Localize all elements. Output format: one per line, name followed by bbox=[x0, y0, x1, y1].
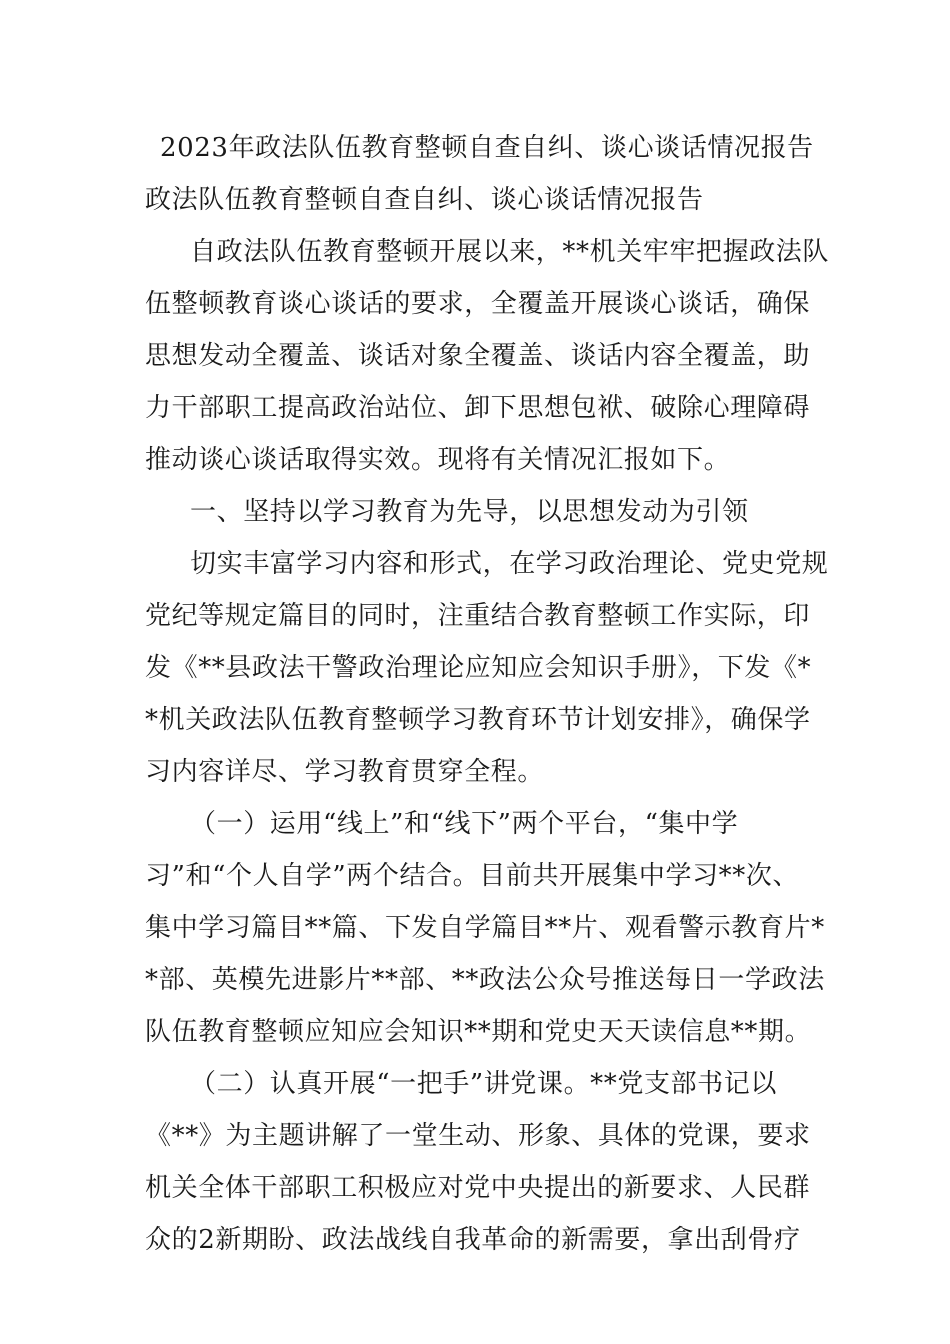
paragraph-line: 力干部职工提高政治站位、卸下思想包袱、破除心理障碍 bbox=[145, 393, 811, 423]
paragraph-line: 自政法队伍教育整顿开展以来，**机关牢牢把握政法队 bbox=[190, 237, 830, 267]
paragraph-line: 党纪等规定篇目的同时，注重结合教育整顿工作实际，印 bbox=[145, 601, 811, 631]
paragraph-line: 众的2新期盼、政法战线自我革命的新需要，拿出刮骨疗 bbox=[145, 1225, 801, 1255]
paragraph-line: *机关政法队伍教育整顿学习教育环节计划安排》，确保学 bbox=[145, 705, 811, 735]
paragraph-line: 集中学习篇目**篇、下发自学篇目**片、观看警示教育片* bbox=[145, 913, 825, 943]
paragraph-line: 思想发动全覆盖、谈话对象全覆盖、谈话内容全覆盖，助 bbox=[145, 341, 811, 371]
document-subtitle: 政法队伍教育整顿自查自纠、谈心谈话情况报告 bbox=[145, 185, 704, 215]
paragraph-line: （一）运用“线上”和“线下”两个平台，“集中学 bbox=[190, 809, 739, 839]
paragraph-line: 伍整顿教育谈心谈话的要求，全覆盖开展谈心谈话，确保 bbox=[145, 289, 811, 319]
paragraph-line: 发《**县政法干警政治理论应知应会知识手册》，下发《* bbox=[145, 653, 812, 683]
paragraph-line: 推动谈心谈话取得实效。现将有关情况汇报如下。 bbox=[145, 445, 731, 475]
paragraph-line: 队伍教育整顿应知应会知识**期和党史天天读信息**期。 bbox=[145, 1017, 812, 1047]
paragraph-line: 机关全体干部职工积极应对党中央提出的新要求、人民群 bbox=[145, 1173, 811, 1203]
section-heading: 一、坚持以学习教育为先导，以思想发动为引领 bbox=[190, 497, 749, 527]
paragraph-line: 切实丰富学习内容和形式，在学习政治理论、党史党规 bbox=[190, 549, 829, 579]
paragraph-line: *部、英模先进影片**部、**政法公众号推送每日一学政法 bbox=[145, 965, 825, 995]
paragraph-line: 习”和“个人自学”两个结合。目前共开展集中学习**次、 bbox=[145, 861, 800, 891]
paragraph-line: 习内容详尽、学习教育贯穿全程。 bbox=[145, 757, 545, 787]
paragraph-line: （二）认真开展“一把手”讲党课。**党支部书记以 bbox=[190, 1069, 777, 1099]
document-title: 2023年政法队伍教育整顿自查自纠、谈心谈话情况报告 bbox=[160, 133, 814, 163]
paragraph-line: 《**》为主题讲解了一堂生动、形象、具体的党课，要求 bbox=[145, 1121, 811, 1151]
